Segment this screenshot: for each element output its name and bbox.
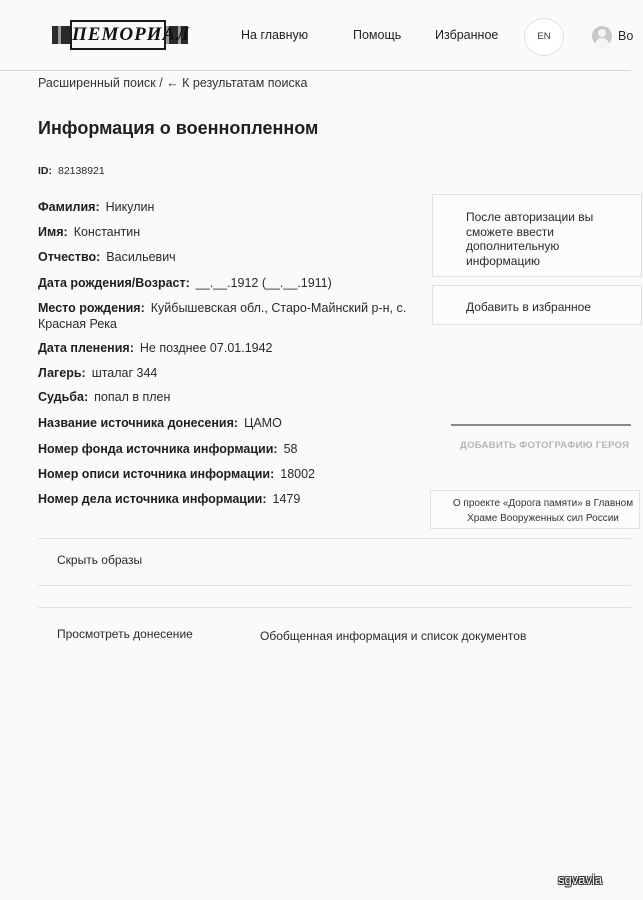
field-label: Имя:	[38, 225, 68, 239]
field-label: Дата рождения/Возраст:	[38, 276, 190, 290]
field-value: Константин	[73, 225, 141, 239]
field-birth-date	[38, 276, 332, 290]
field-label: Дата пленения:	[38, 341, 134, 355]
add-favorite-label: Добавить в избранное	[466, 300, 591, 314]
field-value: 1479	[272, 492, 301, 506]
field-capture-date	[38, 341, 273, 355]
watermark: sgvavia	[558, 872, 603, 887]
field-birth-place	[38, 300, 418, 332]
add-hero-photo-button[interactable]: ДОБАВИТЬ ФОТОГРАФИЮ ГЕРОЯ	[460, 440, 630, 451]
field-patronymic	[38, 250, 176, 264]
add-favorite-button[interactable]	[432, 285, 642, 325]
field-fond-number	[38, 442, 297, 456]
record-id	[38, 165, 105, 177]
field-label: Место рождения:	[38, 301, 145, 315]
field-surname	[38, 200, 154, 214]
field-value: __.__.1912 (__.__.1911)	[195, 276, 332, 290]
breadcrumb-separator: /	[159, 76, 163, 90]
field-label: Отчество:	[38, 250, 101, 264]
auth-notice-text: После авторизации вы сможете ввести дополнительную информацию	[466, 210, 594, 268]
field-label: Номер описи источника информации:	[38, 467, 275, 481]
field-value: попал в плен	[94, 390, 171, 404]
page-title: Информация о военнопленном	[38, 118, 319, 138]
field-fate	[38, 390, 170, 404]
field-label: Номер дела источника информации:	[38, 492, 267, 506]
field-delo-number	[38, 492, 300, 506]
field-value: 58	[283, 442, 298, 456]
hide-images-toggle[interactable]: Скрыть образы	[57, 553, 143, 567]
nav-favorites-link[interactable]: Избранное	[435, 28, 499, 42]
tab-summary[interactable]: Обобщенная информация и список документов	[260, 629, 527, 643]
field-label: Судьба:	[38, 390, 89, 404]
breadcrumb	[38, 76, 307, 90]
id-value: 82138921	[58, 165, 105, 177]
field-label: Номер фонда источника информации:	[38, 442, 278, 456]
nav-help-link[interactable]: Помощь	[353, 28, 402, 42]
field-opis-number	[38, 467, 315, 481]
tab-view-report[interactable]: Просмотреть донесение	[57, 627, 193, 641]
user-avatar-icon	[592, 26, 612, 46]
field-value: 18002	[280, 467, 316, 481]
memorial-logo[interactable]	[52, 20, 191, 50]
auth-notice-box	[432, 194, 642, 277]
nav-home-link[interactable]: На главную	[241, 28, 309, 42]
logo-text: ПЕМОРИАЛ	[70, 20, 166, 50]
divider	[38, 585, 631, 586]
field-label: Фамилия:	[38, 200, 100, 214]
field-value: шталаг 344	[91, 366, 158, 380]
site-header	[0, 0, 634, 71]
divider	[38, 538, 631, 539]
field-value: Васильевич	[106, 250, 176, 264]
back-to-results-link[interactable]: ← К результатам поиска	[166, 76, 308, 90]
language-switch-button[interactable]: EN	[524, 18, 564, 56]
login-label: Во	[618, 29, 634, 43]
field-source-name	[38, 416, 282, 430]
divider	[38, 607, 631, 608]
id-label: ID:	[38, 165, 52, 177]
project-link-button[interactable]	[430, 490, 640, 529]
field-value: Никулин	[105, 200, 155, 214]
field-label: Название источника донесения:	[38, 416, 239, 430]
field-first-name	[38, 225, 140, 239]
field-value: Не позднее 07.01.1942	[139, 341, 273, 355]
field-value: ЦАМО	[244, 416, 282, 430]
field-value: Куйбышевская обл., Старо-Майнский р-н, с. Красная Река	[38, 301, 407, 331]
project-link-text: О проекте «Дорога памяти» в Главном Храме Вооруженных сил России	[452, 498, 634, 524]
advanced-search-link[interactable]: Расширенный поиск	[38, 76, 156, 90]
field-camp	[38, 366, 157, 380]
divider	[451, 424, 631, 426]
field-label: Лагерь:	[38, 366, 86, 380]
